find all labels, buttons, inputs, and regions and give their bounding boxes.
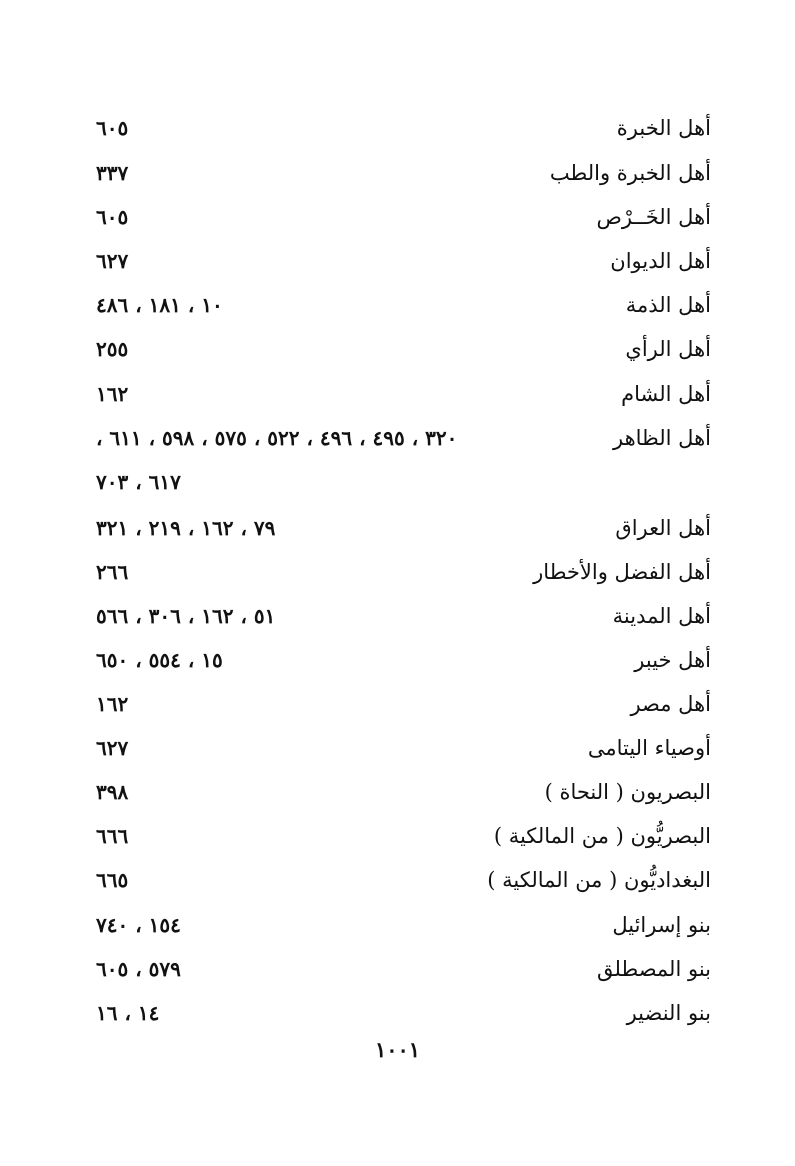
index-term: أهل الرأي <box>625 337 711 361</box>
page-references: ١٥٤ ، ٧٤٠ <box>96 913 181 937</box>
list-item <box>96 993 711 1033</box>
page-references: ٦٠٥ <box>96 205 129 229</box>
index-term: بنو إسرائيل <box>612 913 711 937</box>
page-references: ٦٦٦ <box>96 824 129 848</box>
index-term: أهل الخبرة <box>616 116 711 140</box>
index-term: البصريُّون ( من المالكية ) <box>493 824 711 848</box>
page-number: ١٠٠١ <box>374 1037 421 1062</box>
list-item <box>96 860 711 900</box>
page-references: ١٥ ، ٥٥٤ ، ٦٥٠ <box>96 648 223 672</box>
page-references: ٦٢٧ <box>96 736 129 760</box>
page-references: ٢٦٦ <box>96 560 129 584</box>
list-item <box>96 772 711 812</box>
index-term: أهل الديوان <box>610 249 711 273</box>
page-references: ١٠ ، ١٨١ ، ٤٨٦ <box>96 293 223 317</box>
list-item <box>96 418 711 458</box>
page-references: ٦٦٥ <box>96 868 129 892</box>
list-item <box>96 462 711 502</box>
index-term: أهل المدينة <box>612 604 711 628</box>
list-item <box>96 640 711 680</box>
list-item <box>96 596 711 636</box>
page-references: ٦١٧ ، ٧٠٣ <box>96 470 181 494</box>
list-item <box>96 552 711 592</box>
list-item <box>96 241 711 281</box>
list-item <box>96 374 711 414</box>
page-references: ٣٩٨ <box>96 780 129 804</box>
page-references: ٦٠٥ <box>96 116 129 140</box>
index-term: أهل الخَــرْص <box>596 205 711 229</box>
page-references: ١٦٢ <box>96 692 129 716</box>
index-term: أهل خيبر <box>634 648 711 672</box>
list-item <box>96 905 711 945</box>
index-term: أهل مصر <box>630 692 711 716</box>
page-references: ٥٧٩ ، ٦٠٥ <box>96 957 181 981</box>
page-references: ٦٢٧ <box>96 249 129 273</box>
list-item <box>96 197 711 237</box>
index-term: البصريون ( النحاة ) <box>544 780 711 804</box>
page-references: ٢٥٥ <box>96 337 129 361</box>
page-references: ٥١ ، ١٦٢ ، ٣٠٦ ، ٥٦٦ <box>96 604 276 628</box>
index-term: أهل العراق <box>615 516 711 540</box>
index-term: أهل الشام <box>621 382 711 406</box>
page-references: ٣٣٧ <box>96 161 129 185</box>
list-item <box>96 508 711 548</box>
list-item <box>96 285 711 325</box>
list-item <box>96 684 711 724</box>
index-term: أوصياء اليتامى <box>587 736 711 760</box>
index-term: البغداديُّون ( من المالكية ) <box>487 868 711 892</box>
index-term: بنو النضير <box>626 1001 711 1025</box>
index-term: أهل الفضل والأخطار <box>533 560 711 584</box>
list-item <box>96 108 711 148</box>
list-item <box>96 153 711 193</box>
index-term: بنو المصطلق <box>597 957 711 981</box>
index-term: أهل الخبرة والطب <box>549 161 711 185</box>
index-term: أهل الظاهر <box>612 426 711 450</box>
list-item <box>96 816 711 856</box>
index-term: أهل الذمة <box>625 293 711 317</box>
list-item <box>96 329 711 369</box>
page-references: ٧٩ ، ١٦٢ ، ٢١٩ ، ٣٢١ <box>96 516 276 540</box>
list-item <box>96 728 711 768</box>
page-references: ١٤ ، ١٦ <box>96 1001 160 1025</box>
page-references: ٣٢٠ ، ٤٩٥ ، ٤٩٦ ، ٥٢٢ ، ٥٧٥ ، ٥٩٨ ، ٦١١ ، <box>96 426 458 450</box>
page-references: ١٦٢ <box>96 382 129 406</box>
list-item <box>96 949 711 989</box>
